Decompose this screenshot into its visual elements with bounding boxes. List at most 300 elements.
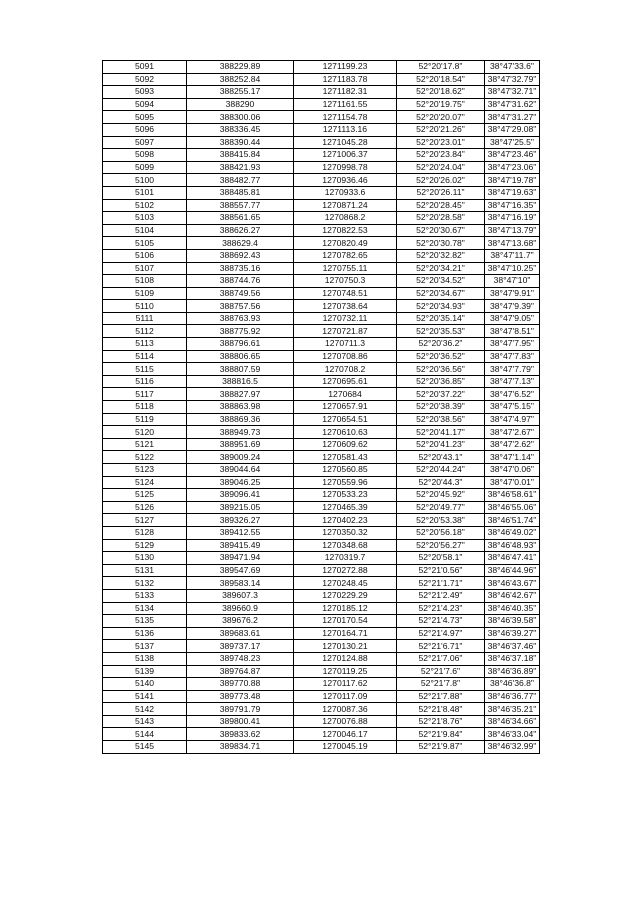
x-coordinate-cell: 388735.16: [187, 262, 294, 275]
point-number-cell: 5111: [103, 312, 187, 325]
x-coordinate-cell: 388336.45: [187, 123, 294, 136]
x-coordinate-cell: 388757.56: [187, 300, 294, 313]
longitude-cell: 38°47'4.97": [485, 413, 540, 426]
longitude-cell: 38°47'2.62": [485, 438, 540, 451]
x-coordinate-cell: 389044.64: [187, 464, 294, 477]
x-coordinate-cell: 389471.94: [187, 552, 294, 565]
longitude-cell: 38°47'16.19": [485, 212, 540, 225]
latitude-cell: 52°20'18.54": [397, 73, 485, 86]
x-coordinate-cell: 388763.93: [187, 312, 294, 325]
longitude-cell: 38°46'49.02": [485, 526, 540, 539]
y-coordinate-cell: 1270119.25: [294, 665, 397, 678]
y-coordinate-cell: 1270711.3: [294, 338, 397, 351]
y-coordinate-cell: 1270822.53: [294, 224, 397, 237]
latitude-cell: 52°20'49.77": [397, 501, 485, 514]
table-row: [103, 123, 540, 136]
point-number-cell: 5133: [103, 589, 187, 602]
y-coordinate-cell: 1270350.32: [294, 526, 397, 539]
longitude-cell: 38°47'7.83": [485, 350, 540, 363]
latitude-cell: 52°21'7.8": [397, 678, 485, 691]
x-coordinate-cell: 389770.88: [187, 678, 294, 691]
point-number-cell: 5115: [103, 363, 187, 376]
longitude-cell: 38°47'25.5": [485, 136, 540, 149]
y-coordinate-cell: 1270124.88: [294, 652, 397, 665]
latitude-cell: 52°21'4.23": [397, 602, 485, 615]
longitude-cell: 38°46'48.93": [485, 539, 540, 552]
point-number-cell: 5140: [103, 678, 187, 691]
longitude-cell: 38°46'55.06": [485, 501, 540, 514]
latitude-cell: 52°20'58.1": [397, 552, 485, 565]
x-coordinate-cell: 389791.79: [187, 703, 294, 716]
latitude-cell: 52°20'26.11": [397, 186, 485, 199]
y-coordinate-cell: 1270871.24: [294, 199, 397, 212]
y-coordinate-cell: 1270782.65: [294, 249, 397, 262]
x-coordinate-cell: 389676.2: [187, 615, 294, 628]
latitude-cell: 52°20'17.8": [397, 61, 485, 74]
latitude-cell: 52°20'36.52": [397, 350, 485, 363]
longitude-cell: 38°46'39.58": [485, 615, 540, 628]
table-row: [103, 451, 540, 464]
longitude-cell: 38°46'32.99": [485, 741, 540, 754]
longitude-cell: 38°46'47.41": [485, 552, 540, 565]
y-coordinate-cell: 1270319.7: [294, 552, 397, 565]
table-row: [103, 350, 540, 363]
coordinates-table: [102, 60, 540, 754]
table-row: [103, 615, 540, 628]
point-number-cell: 5112: [103, 325, 187, 338]
y-coordinate-cell: 1270738.64: [294, 300, 397, 313]
y-coordinate-cell: 1270117.62: [294, 678, 397, 691]
point-number-cell: 5139: [103, 665, 187, 678]
longitude-cell: 38°47'7.13": [485, 375, 540, 388]
table-row: [103, 388, 540, 401]
point-number-cell: 5113: [103, 338, 187, 351]
longitude-cell: 38°47'32.79": [485, 73, 540, 86]
longitude-cell: 38°47'7.79": [485, 363, 540, 376]
y-coordinate-cell: 1270117.09: [294, 690, 397, 703]
y-coordinate-cell: 1271113.16: [294, 123, 397, 136]
x-coordinate-cell: 388869.36: [187, 413, 294, 426]
point-number-cell: 5107: [103, 262, 187, 275]
latitude-cell: 52°20'30.67": [397, 224, 485, 237]
table-row: [103, 312, 540, 325]
point-number-cell: 5117: [103, 388, 187, 401]
longitude-cell: 38°47'31.62": [485, 98, 540, 111]
latitude-cell: 52°20'20.07": [397, 111, 485, 124]
table-row: [103, 262, 540, 275]
y-coordinate-cell: 1271161.55: [294, 98, 397, 111]
latitude-cell: 52°20'34.93": [397, 300, 485, 313]
longitude-cell: 38°47'8.51": [485, 325, 540, 338]
table-row: [103, 224, 540, 237]
y-coordinate-cell: 1271154.78: [294, 111, 397, 124]
longitude-cell: 38°47'2.67": [485, 426, 540, 439]
longitude-cell: 38°46'51.74": [485, 514, 540, 527]
y-coordinate-cell: 1270610.63: [294, 426, 397, 439]
longitude-cell: 38°47'29.08": [485, 123, 540, 136]
x-coordinate-cell: 388415.84: [187, 149, 294, 162]
latitude-cell: 52°20'56.27": [397, 539, 485, 552]
latitude-cell: 52°20'35.53": [397, 325, 485, 338]
longitude-cell: 38°47'9.39": [485, 300, 540, 313]
x-coordinate-cell: 389326.27: [187, 514, 294, 527]
y-coordinate-cell: 1270654.51: [294, 413, 397, 426]
x-coordinate-cell: 388421.93: [187, 161, 294, 174]
x-coordinate-cell: 389800.41: [187, 715, 294, 728]
latitude-cell: 52°20'28.58": [397, 212, 485, 225]
table-row: [103, 464, 540, 477]
table-row: [103, 275, 540, 288]
latitude-cell: 52°20'23.84": [397, 149, 485, 162]
point-number-cell: 5137: [103, 640, 187, 653]
x-coordinate-cell: 388561.65: [187, 212, 294, 225]
table-row: [103, 300, 540, 313]
table-row: [103, 602, 540, 615]
x-coordinate-cell: 388816.5: [187, 375, 294, 388]
y-coordinate-cell: 1270695.61: [294, 375, 397, 388]
point-number-cell: 5109: [103, 287, 187, 300]
longitude-cell: 38°47'31.27": [485, 111, 540, 124]
latitude-cell: 52°21'2.49": [397, 589, 485, 602]
table-row: [103, 338, 540, 351]
y-coordinate-cell: 1270684: [294, 388, 397, 401]
point-number-cell: 5116: [103, 375, 187, 388]
x-coordinate-cell: 388692.43: [187, 249, 294, 262]
table-row: [103, 401, 540, 414]
y-coordinate-cell: 1270936.46: [294, 174, 397, 187]
x-coordinate-cell: 389660.9: [187, 602, 294, 615]
y-coordinate-cell: 1270708.86: [294, 350, 397, 363]
latitude-cell: 52°20'38.39": [397, 401, 485, 414]
y-coordinate-cell: 1270229.29: [294, 589, 397, 602]
y-coordinate-cell: 1270732.11: [294, 312, 397, 325]
table-row: [103, 363, 540, 376]
point-number-cell: 5104: [103, 224, 187, 237]
table-row: [103, 489, 540, 502]
longitude-cell: 38°46'37.18": [485, 652, 540, 665]
x-coordinate-cell: 388482.77: [187, 174, 294, 187]
point-number-cell: 5145: [103, 741, 187, 754]
latitude-cell: 52°21'7.6": [397, 665, 485, 678]
y-coordinate-cell: 1270046.17: [294, 728, 397, 741]
latitude-cell: 52°20'24.04": [397, 161, 485, 174]
longitude-cell: 38°47'19.78": [485, 174, 540, 187]
longitude-cell: 38°47'9.05": [485, 312, 540, 325]
point-number-cell: 5128: [103, 526, 187, 539]
y-coordinate-cell: 1270609.62: [294, 438, 397, 451]
latitude-cell: 52°21'8.48": [397, 703, 485, 716]
x-coordinate-cell: 388749.56: [187, 287, 294, 300]
y-coordinate-cell: 1270933.6: [294, 186, 397, 199]
point-number-cell: 5138: [103, 652, 187, 665]
x-coordinate-cell: 389547.69: [187, 564, 294, 577]
latitude-cell: 52°21'7.06": [397, 652, 485, 665]
point-number-cell: 5125: [103, 489, 187, 502]
point-number-cell: 5098: [103, 149, 187, 162]
x-coordinate-cell: 388255.17: [187, 86, 294, 99]
point-number-cell: 5124: [103, 476, 187, 489]
point-number-cell: 5142: [103, 703, 187, 716]
table-row: [103, 249, 540, 262]
longitude-cell: 38°47'11.7": [485, 249, 540, 262]
table-row: [103, 678, 540, 691]
y-coordinate-cell: 1271045.28: [294, 136, 397, 149]
point-number-cell: 5135: [103, 615, 187, 628]
x-coordinate-cell: 388626.27: [187, 224, 294, 237]
table-row: [103, 476, 540, 489]
point-number-cell: 5118: [103, 401, 187, 414]
table-row: [103, 375, 540, 388]
latitude-cell: 52°20'32.82": [397, 249, 485, 262]
latitude-cell: 52°21'0.56": [397, 564, 485, 577]
longitude-cell: 38°46'43.67": [485, 577, 540, 590]
y-coordinate-cell: 1270130.21: [294, 640, 397, 653]
x-coordinate-cell: 389748.23: [187, 652, 294, 665]
point-number-cell: 5103: [103, 212, 187, 225]
x-coordinate-cell: 388252.84: [187, 73, 294, 86]
point-number-cell: 5141: [103, 690, 187, 703]
longitude-cell: 38°47'0.01": [485, 476, 540, 489]
point-number-cell: 5108: [103, 275, 187, 288]
latitude-cell: 52°20'34.21": [397, 262, 485, 275]
point-number-cell: 5144: [103, 728, 187, 741]
y-coordinate-cell: 1270348.68: [294, 539, 397, 552]
point-number-cell: 5102: [103, 199, 187, 212]
x-coordinate-cell: 388744.76: [187, 275, 294, 288]
point-number-cell: 5127: [103, 514, 187, 527]
latitude-cell: 52°20'36.85": [397, 375, 485, 388]
y-coordinate-cell: 1270185.12: [294, 602, 397, 615]
latitude-cell: 52°21'9.87": [397, 741, 485, 754]
latitude-cell: 52°21'4.97": [397, 627, 485, 640]
y-coordinate-cell: 1270721.87: [294, 325, 397, 338]
longitude-cell: 38°46'44.96": [485, 564, 540, 577]
longitude-cell: 38°47'1.14": [485, 451, 540, 464]
x-coordinate-cell: 388485.81: [187, 186, 294, 199]
y-coordinate-cell: 1270708.2: [294, 363, 397, 376]
table-row: [103, 526, 540, 539]
x-coordinate-cell: 388863.98: [187, 401, 294, 414]
point-number-cell: 5100: [103, 174, 187, 187]
x-coordinate-cell: 388807.59: [187, 363, 294, 376]
latitude-cell: 52°20'44.3": [397, 476, 485, 489]
latitude-cell: 52°20'43.1": [397, 451, 485, 464]
table-row: [103, 552, 540, 565]
latitude-cell: 52°20'56.18": [397, 526, 485, 539]
table-row: [103, 136, 540, 149]
x-coordinate-cell: 389583.14: [187, 577, 294, 590]
table-row: [103, 61, 540, 74]
table-row: [103, 287, 540, 300]
y-coordinate-cell: 1270755.11: [294, 262, 397, 275]
latitude-cell: 52°20'28.45": [397, 199, 485, 212]
longitude-cell: 38°46'39.27": [485, 627, 540, 640]
y-coordinate-cell: 1270170.54: [294, 615, 397, 628]
x-coordinate-cell: 389737.17: [187, 640, 294, 653]
table-row: [103, 703, 540, 716]
point-number-cell: 5131: [103, 564, 187, 577]
latitude-cell: 52°20'34.67": [397, 287, 485, 300]
point-number-cell: 5092: [103, 73, 187, 86]
longitude-cell: 38°47'6.52": [485, 388, 540, 401]
y-coordinate-cell: 1271199.23: [294, 61, 397, 74]
point-number-cell: 5136: [103, 627, 187, 640]
latitude-cell: 52°21'8.76": [397, 715, 485, 728]
latitude-cell: 52°20'23.01": [397, 136, 485, 149]
table-row: [103, 413, 540, 426]
y-coordinate-cell: 1270868.2: [294, 212, 397, 225]
y-coordinate-cell: 1270657.91: [294, 401, 397, 414]
y-coordinate-cell: 1270402.23: [294, 514, 397, 527]
longitude-cell: 38°47'19.63": [485, 186, 540, 199]
longitude-cell: 38°47'32.71": [485, 86, 540, 99]
longitude-cell: 38°46'33.04": [485, 728, 540, 741]
longitude-cell: 38°47'10.25": [485, 262, 540, 275]
y-coordinate-cell: 1270559.96: [294, 476, 397, 489]
point-number-cell: 5096: [103, 123, 187, 136]
point-number-cell: 5130: [103, 552, 187, 565]
longitude-cell: 38°46'40.35": [485, 602, 540, 615]
longitude-cell: 38°47'23.46": [485, 149, 540, 162]
table-row: [103, 111, 540, 124]
table-row: [103, 564, 540, 577]
x-coordinate-cell: 388951.69: [187, 438, 294, 451]
latitude-cell: 52°20'30.78": [397, 237, 485, 250]
point-number-cell: 5143: [103, 715, 187, 728]
table-row: [103, 438, 540, 451]
y-coordinate-cell: 1270581.43: [294, 451, 397, 464]
table-row: [103, 86, 540, 99]
longitude-cell: 38°47'23.06": [485, 161, 540, 174]
point-number-cell: 5091: [103, 61, 187, 74]
x-coordinate-cell: 389834.71: [187, 741, 294, 754]
x-coordinate-cell: 389683.61: [187, 627, 294, 640]
table-row: [103, 514, 540, 527]
longitude-cell: 38°47'0.06": [485, 464, 540, 477]
latitude-cell: 52°20'36.56": [397, 363, 485, 376]
latitude-cell: 52°20'44.24": [397, 464, 485, 477]
y-coordinate-cell: 1270748.51: [294, 287, 397, 300]
latitude-cell: 52°21'6.71": [397, 640, 485, 653]
table-row: [103, 652, 540, 665]
point-number-cell: 5126: [103, 501, 187, 514]
point-number-cell: 5134: [103, 602, 187, 615]
latitude-cell: 52°20'41.23": [397, 438, 485, 451]
y-coordinate-cell: 1270465.39: [294, 501, 397, 514]
x-coordinate-cell: 389773.48: [187, 690, 294, 703]
longitude-cell: 38°47'10": [485, 275, 540, 288]
x-coordinate-cell: 389833.62: [187, 728, 294, 741]
table-row: [103, 577, 540, 590]
longitude-cell: 38°46'37.46": [485, 640, 540, 653]
y-coordinate-cell: 1270750.3: [294, 275, 397, 288]
table-row: [103, 728, 540, 741]
y-coordinate-cell: 1270998.78: [294, 161, 397, 174]
latitude-cell: 52°20'35.14": [397, 312, 485, 325]
x-coordinate-cell: 389096.41: [187, 489, 294, 502]
latitude-cell: 52°20'19.75": [397, 98, 485, 111]
table-row: [103, 741, 540, 754]
x-coordinate-cell: 388629.4: [187, 237, 294, 250]
y-coordinate-cell: 1270560.85: [294, 464, 397, 477]
x-coordinate-cell: 388827.97: [187, 388, 294, 401]
longitude-cell: 38°46'58.61": [485, 489, 540, 502]
y-coordinate-cell: 1271006.37: [294, 149, 397, 162]
point-number-cell: 5114: [103, 350, 187, 363]
table-row: [103, 149, 540, 162]
y-coordinate-cell: 1270272.88: [294, 564, 397, 577]
table-row: [103, 174, 540, 187]
y-coordinate-cell: 1270533.23: [294, 489, 397, 502]
x-coordinate-cell: 389046.25: [187, 476, 294, 489]
point-number-cell: 5106: [103, 249, 187, 262]
x-coordinate-cell: 389215.05: [187, 501, 294, 514]
table-row: [103, 325, 540, 338]
table-row: [103, 589, 540, 602]
y-coordinate-cell: 1270045.19: [294, 741, 397, 754]
table-row: [103, 199, 540, 212]
y-coordinate-cell: 1271183.78: [294, 73, 397, 86]
longitude-cell: 38°46'36.8": [485, 678, 540, 691]
point-number-cell: 5129: [103, 539, 187, 552]
y-coordinate-cell: 1270164.71: [294, 627, 397, 640]
table-row: [103, 539, 540, 552]
point-number-cell: 5101: [103, 186, 187, 199]
table-row: [103, 426, 540, 439]
coordinates-table-body: [103, 61, 540, 754]
latitude-cell: 52°20'26.02": [397, 174, 485, 187]
x-coordinate-cell: 389607.3: [187, 589, 294, 602]
table-row: [103, 98, 540, 111]
latitude-cell: 52°20'37.22": [397, 388, 485, 401]
longitude-cell: 38°47'13.79": [485, 224, 540, 237]
longitude-cell: 38°46'42.67": [485, 589, 540, 602]
x-coordinate-cell: 388229.89: [187, 61, 294, 74]
longitude-cell: 38°47'5.15": [485, 401, 540, 414]
x-coordinate-cell: 389009.24: [187, 451, 294, 464]
table-row: [103, 237, 540, 250]
latitude-cell: 52°21'4.73": [397, 615, 485, 628]
point-number-cell: 5095: [103, 111, 187, 124]
table-row: [103, 501, 540, 514]
latitude-cell: 52°20'41.17": [397, 426, 485, 439]
point-number-cell: 5097: [103, 136, 187, 149]
x-coordinate-cell: 388949.73: [187, 426, 294, 439]
point-number-cell: 5105: [103, 237, 187, 250]
point-number-cell: 5123: [103, 464, 187, 477]
x-coordinate-cell: 389412.55: [187, 526, 294, 539]
latitude-cell: 52°20'38.56": [397, 413, 485, 426]
table-row: [103, 73, 540, 86]
x-coordinate-cell: 388390.44: [187, 136, 294, 149]
table-row: [103, 690, 540, 703]
point-number-cell: 5094: [103, 98, 187, 111]
latitude-cell: 52°20'53.38": [397, 514, 485, 527]
y-coordinate-cell: 1270087.36: [294, 703, 397, 716]
y-coordinate-cell: 1270820.49: [294, 237, 397, 250]
table-row: [103, 627, 540, 640]
point-number-cell: 5099: [103, 161, 187, 174]
latitude-cell: 52°20'45.92": [397, 489, 485, 502]
x-coordinate-cell: 388796.61: [187, 338, 294, 351]
x-coordinate-cell: 388300.06: [187, 111, 294, 124]
table-row: [103, 640, 540, 653]
longitude-cell: 38°46'36.89": [485, 665, 540, 678]
point-number-cell: 5122: [103, 451, 187, 464]
latitude-cell: 52°21'7.88": [397, 690, 485, 703]
table-row: [103, 715, 540, 728]
x-coordinate-cell: 389415.49: [187, 539, 294, 552]
